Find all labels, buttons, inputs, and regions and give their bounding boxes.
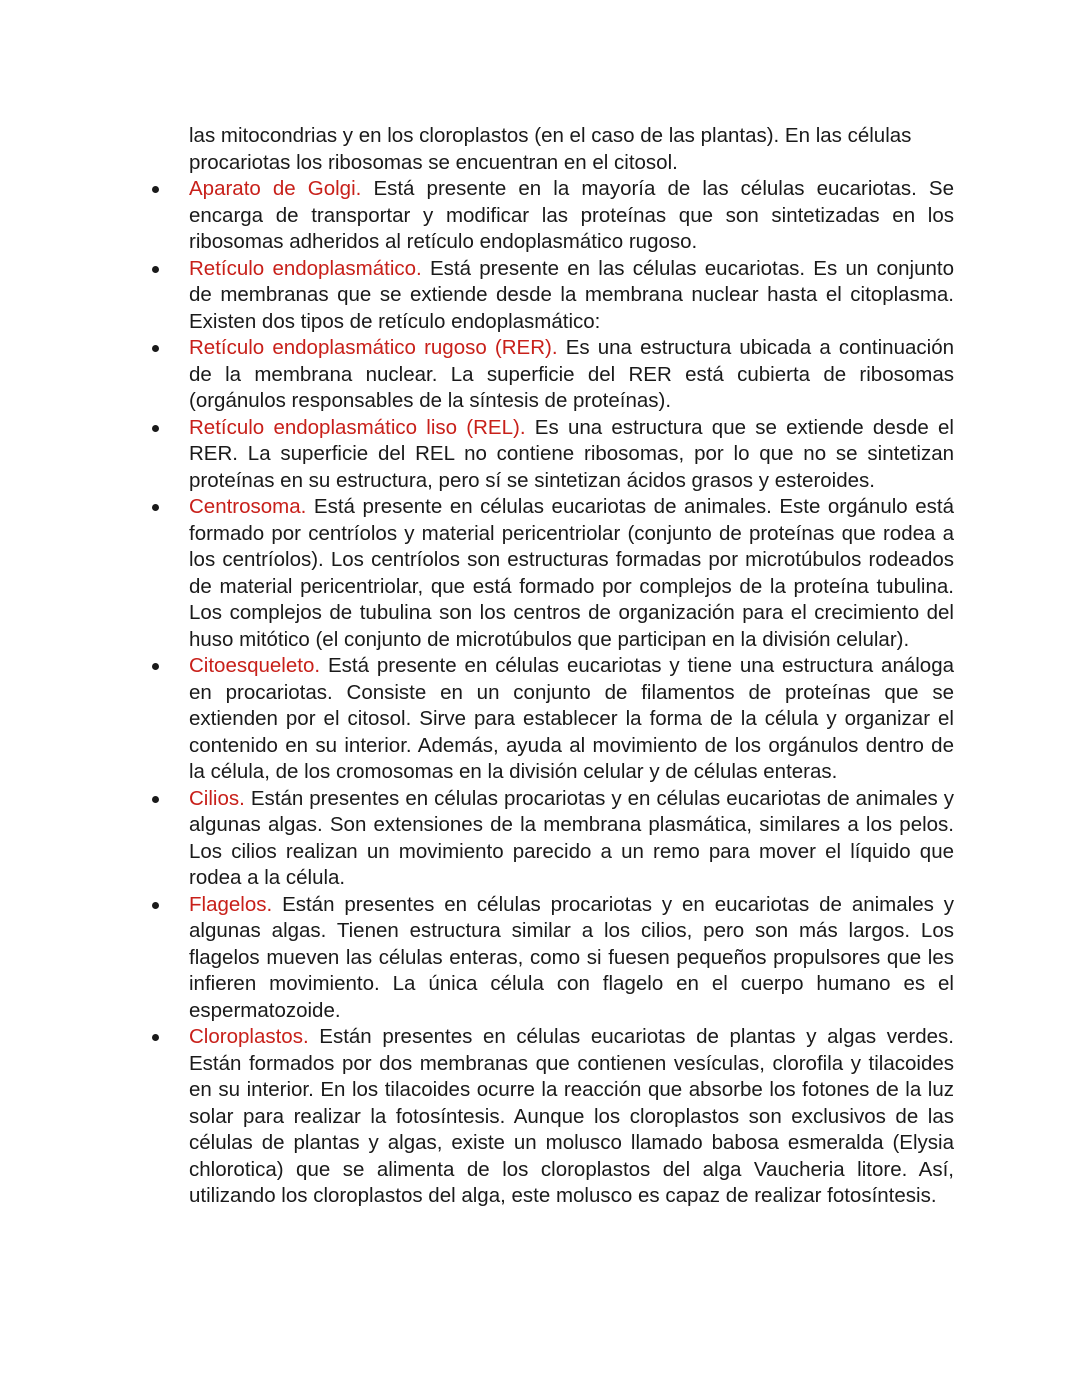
description-re: Está presente en las células eucariotas. Es un conjunto de membranas que se extiende desde la membrana nuclear hasta el citoplasma. Existen dos tipos de retículo endoplasmático: (189, 256, 955, 333)
term-cilios: Cilios. (189, 786, 245, 810)
list-item-cilios (189, 786, 954, 892)
term-golgi: Aparato de Golgi. (189, 177, 362, 200)
description-rer: Es una estructura ubicada a continuación de la membrana nuclear. La superficie del RER está cubierta de ribosomas (orgánulos responsables de la síntesis de proteínas). (189, 336, 954, 412)
term-flagelos: Flagelos. (189, 892, 273, 916)
list-item-citoesqueleto (189, 653, 954, 786)
continuation-paragraph: las mitocondrias y en los cloroplastos (en el caso de las plantas). En las células procariotas los ribosomas se encuentran en el citosol. (189, 124, 912, 174)
term-cloroplastos: Cloroplastos. (189, 1025, 309, 1048)
description-flagelos: Están presentes en células procariotas y en eucariotas de animales y algunas algas. Tienen estructura similar a los cilios, pero son más largos. Los flagelos mueven las células enteras, como si fuesen pequeños propulsores que les infieren movimiento. La única célula con flagelo en el cuerpo humano es el espermatozoide. (189, 892, 954, 1022)
organelle-list (189, 176, 954, 1210)
description-golgi: Está presente en la mayoría de las células eucariotas. Se encarga de transportar y modificar las proteínas que son sintetizadas en los ribosomas adheridos al retículo endoplasmático rugoso. (189, 177, 955, 253)
description-cloroplastos: Están presentes en células eucariotas de plantas y algas verdes. Están formados por dos membranas que contienen vesículas, clorofila y tilacoides en su interior. En los tilacoides ocurre la reacción que absorbe los fotones de la luz solar para realizar la fotosíntesis. Aunque los cloroplastos son exclusivos de las células de plantas y algas, existe un molusco llamado babosa esmeralda (Elysia chlorotica) que se alimenta de los cloroplastos del alga Vaucheria litore. Así, utilizando los cloroplastos del alga, este molusco es capaz de realizar fotosíntesis. (189, 1025, 955, 1207)
list-item-rel (189, 415, 954, 495)
description-citoesqueleto: Está presente en células eucariotas y tiene una estructura análoga en procariotas. Consiste en un conjunto de filamentos de proteínas que se extienden por el citosol. Sirve para establecer la forma de la célula y organizar el contenido en su interior. Además, ayuda al movimiento de los orgánulos dentro de la célula, de los cromosomas en la división celular y de células enteras. (189, 654, 954, 783)
description-cilios: Están presentes en células procariotas y en células eucariotas de animales y algunas algas. Son extensiones de la membrana plasmática, similares a los pelos. Los cilios realizan un movimiento parecido a un remo para mover el líquido que rodea a la célula. (189, 786, 954, 889)
document-page (189, 123, 954, 1210)
description-rel: Es una estructura que se extiende desde el RER. La superficie del REL no contiene ribosomas, por lo que no se sintetizan proteínas en su estructura, pero sí se sintetizan ácidos grasos y esteroides. (189, 415, 954, 492)
term-centrosoma: Centrosoma. (189, 495, 307, 518)
description-centrosoma: Está presente en células eucariotas de animales. Este orgánulo está formado por centríolos y material pericentriolar (conjunto de proteínas que rodea a los centríolos). Los centríolos son estructuras formadas por microtúbulos rodeados de material pericentriolar, que está formado por complejos de la proteína tubulina. Los complejos de tubulina son los centros de organización para el crecimiento del huso mitótico (el conjunto de microtúbulos que participan en la división celular). (189, 495, 954, 651)
list-item-flagelos (189, 892, 954, 1025)
list-item-golgi (189, 176, 954, 256)
term-rel: Retículo endoplasmático liso (REL). (189, 415, 526, 439)
term-citoesqueleto: Citoesqueleto. (189, 654, 321, 677)
list-item-centrosoma (189, 494, 954, 653)
term-re: Retículo endoplasmático. (189, 256, 422, 280)
list-item-re (189, 256, 954, 336)
list-item-rer (189, 335, 954, 415)
list-item-cloroplastos (189, 1024, 954, 1210)
term-rer: Retículo endoplasmático rugoso (RER). (189, 336, 558, 359)
